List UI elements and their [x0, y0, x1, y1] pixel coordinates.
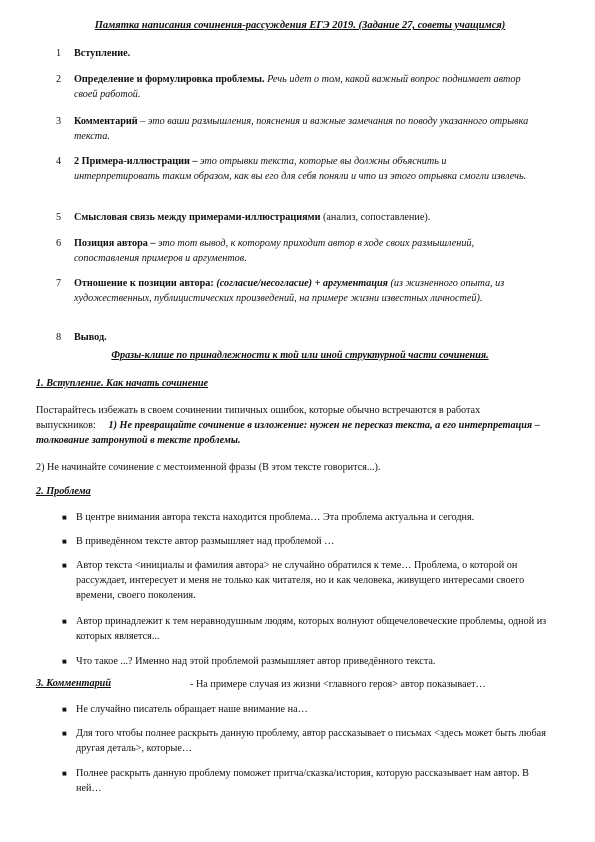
square-bullet-icon: ■	[62, 513, 67, 522]
section-heading-intro: 1. Вступление. Как начать сочинение	[36, 378, 209, 389]
outline-number: 6	[56, 238, 62, 249]
square-bullet-icon: ■	[62, 729, 67, 738]
phrases-heading: Фразы-клише по принадлежности к той или иной структурной части сочинения.	[111, 350, 489, 361]
outline-label: Комментарий	[74, 116, 138, 127]
outline-number: 4	[56, 156, 62, 167]
list-item-text: В приведённом тексте автор размышляет над проблемой …	[76, 536, 335, 547]
outline-label: Отношение к позиции автора:	[74, 278, 214, 289]
outline-number: 2	[56, 74, 62, 85]
outline-label: Позиция автора –	[74, 238, 156, 249]
square-bullet-icon: ■	[62, 537, 67, 546]
square-bullet-icon: ■	[62, 705, 67, 714]
intro-text: Постарайтесь избежать в своем сочинении типичных ошибок, которые обычно встречаются в работах выпускников:	[36, 405, 481, 431]
commentary-intro: - На примере случая из жизни <главного героя> автор показывает…	[190, 679, 486, 690]
outline-number: 7	[56, 278, 62, 289]
outline-description: (из жизненного опыта, из художественных, публицистических произведений, на примере жизни известных личностей).	[74, 278, 505, 304]
section-heading-commentary: 3. Комментарий	[36, 678, 111, 689]
outline-description: (анализ, сопоставление).	[320, 212, 431, 223]
outline-description: это тот вывод, к которому приходит автор в ходе своих размышлений, сопоставления примеров и аргументов.	[74, 238, 475, 264]
outline-label: 2 Примера-иллюстрации –	[74, 156, 198, 167]
outline-label: Смысловая связь между примерами-иллюстрациями	[74, 212, 321, 223]
outline-number: 1	[56, 48, 62, 59]
outline-description: – это ваши размышления, пояснения и важные замечания по поводу указанного отрывка текста.	[74, 116, 529, 142]
section-heading-problem: 2. Проблема	[36, 486, 91, 497]
outline-number: 3	[56, 116, 62, 127]
list-item-text: В центре внимания автора текста находится проблема… Эта проблема актуальна и сегодня.	[76, 512, 475, 523]
intro-paragraph	[36, 403, 556, 448]
outline-number: 5	[56, 212, 62, 223]
intro-paragraph-2: 2) Не начинайте сочинение с местоименной фразы (В этом тексте говорится...).	[36, 462, 381, 473]
square-bullet-icon: ■	[62, 657, 67, 666]
outline-description: Речь идет о том, какой важный вопрос поднимает автор своей работой.	[74, 74, 521, 100]
intro-tip: 1) Не превращайте сочинение в изложение: нужен не пересказ текста, а его интерпретация – толкование затронутой в тексте проблемы.	[36, 420, 540, 446]
outline-label: Определение и формулировка проблемы.	[74, 74, 265, 85]
square-bullet-icon: ■	[62, 769, 67, 778]
square-bullet-icon: ■	[62, 561, 67, 570]
list-item-text: Автор принадлежит к тем неравнодушным людям, которых волнуют общечеловеческие проблемы, одной из которых является...	[76, 616, 547, 642]
list-item-text: Автор текста <инициалы и фамилия автора> не случайно обратился к теме… Проблема, о которой он рассуждает, интересует и меня не только как читателя, но и как человека, живущего интересами своего времени, своего поколения.	[76, 560, 525, 601]
square-bullet-icon: ■	[62, 617, 67, 626]
list-item-text: Не случайно писатель обращает наше внимание на…	[76, 704, 308, 715]
list-item-text: Что такое ...? Именно над этой проблемой размышляет автор приведённого текста.	[76, 656, 436, 667]
list-item-text: Полнее раскрыть данную проблему поможет притча/сказка/история, которую рассказывает нам автор. В ней…	[76, 768, 529, 794]
outline-label: Вывод.	[74, 332, 107, 343]
list-item-text: Для того чтобы полнее раскрыть данную проблему, автор рассказывает о письмах <здесь может быть любая другая деталь>, которые…	[76, 728, 546, 754]
outline-label: Вступление.	[74, 48, 131, 59]
outline-number: 8	[56, 332, 62, 343]
outline-description: это отрывки текста, которые вы должны объяснить и интерпретировать таким образом, как вы его для себя поняли и что из этого отрывка смогли извлечь.	[74, 156, 527, 182]
page-title: Памятка написания сочинения-рассуждения ЕГЭ 2019. (Задание 27, советы учащимся)	[94, 20, 506, 31]
outline-emphasis: (согласие/несогласие) + аргументация	[213, 278, 388, 289]
